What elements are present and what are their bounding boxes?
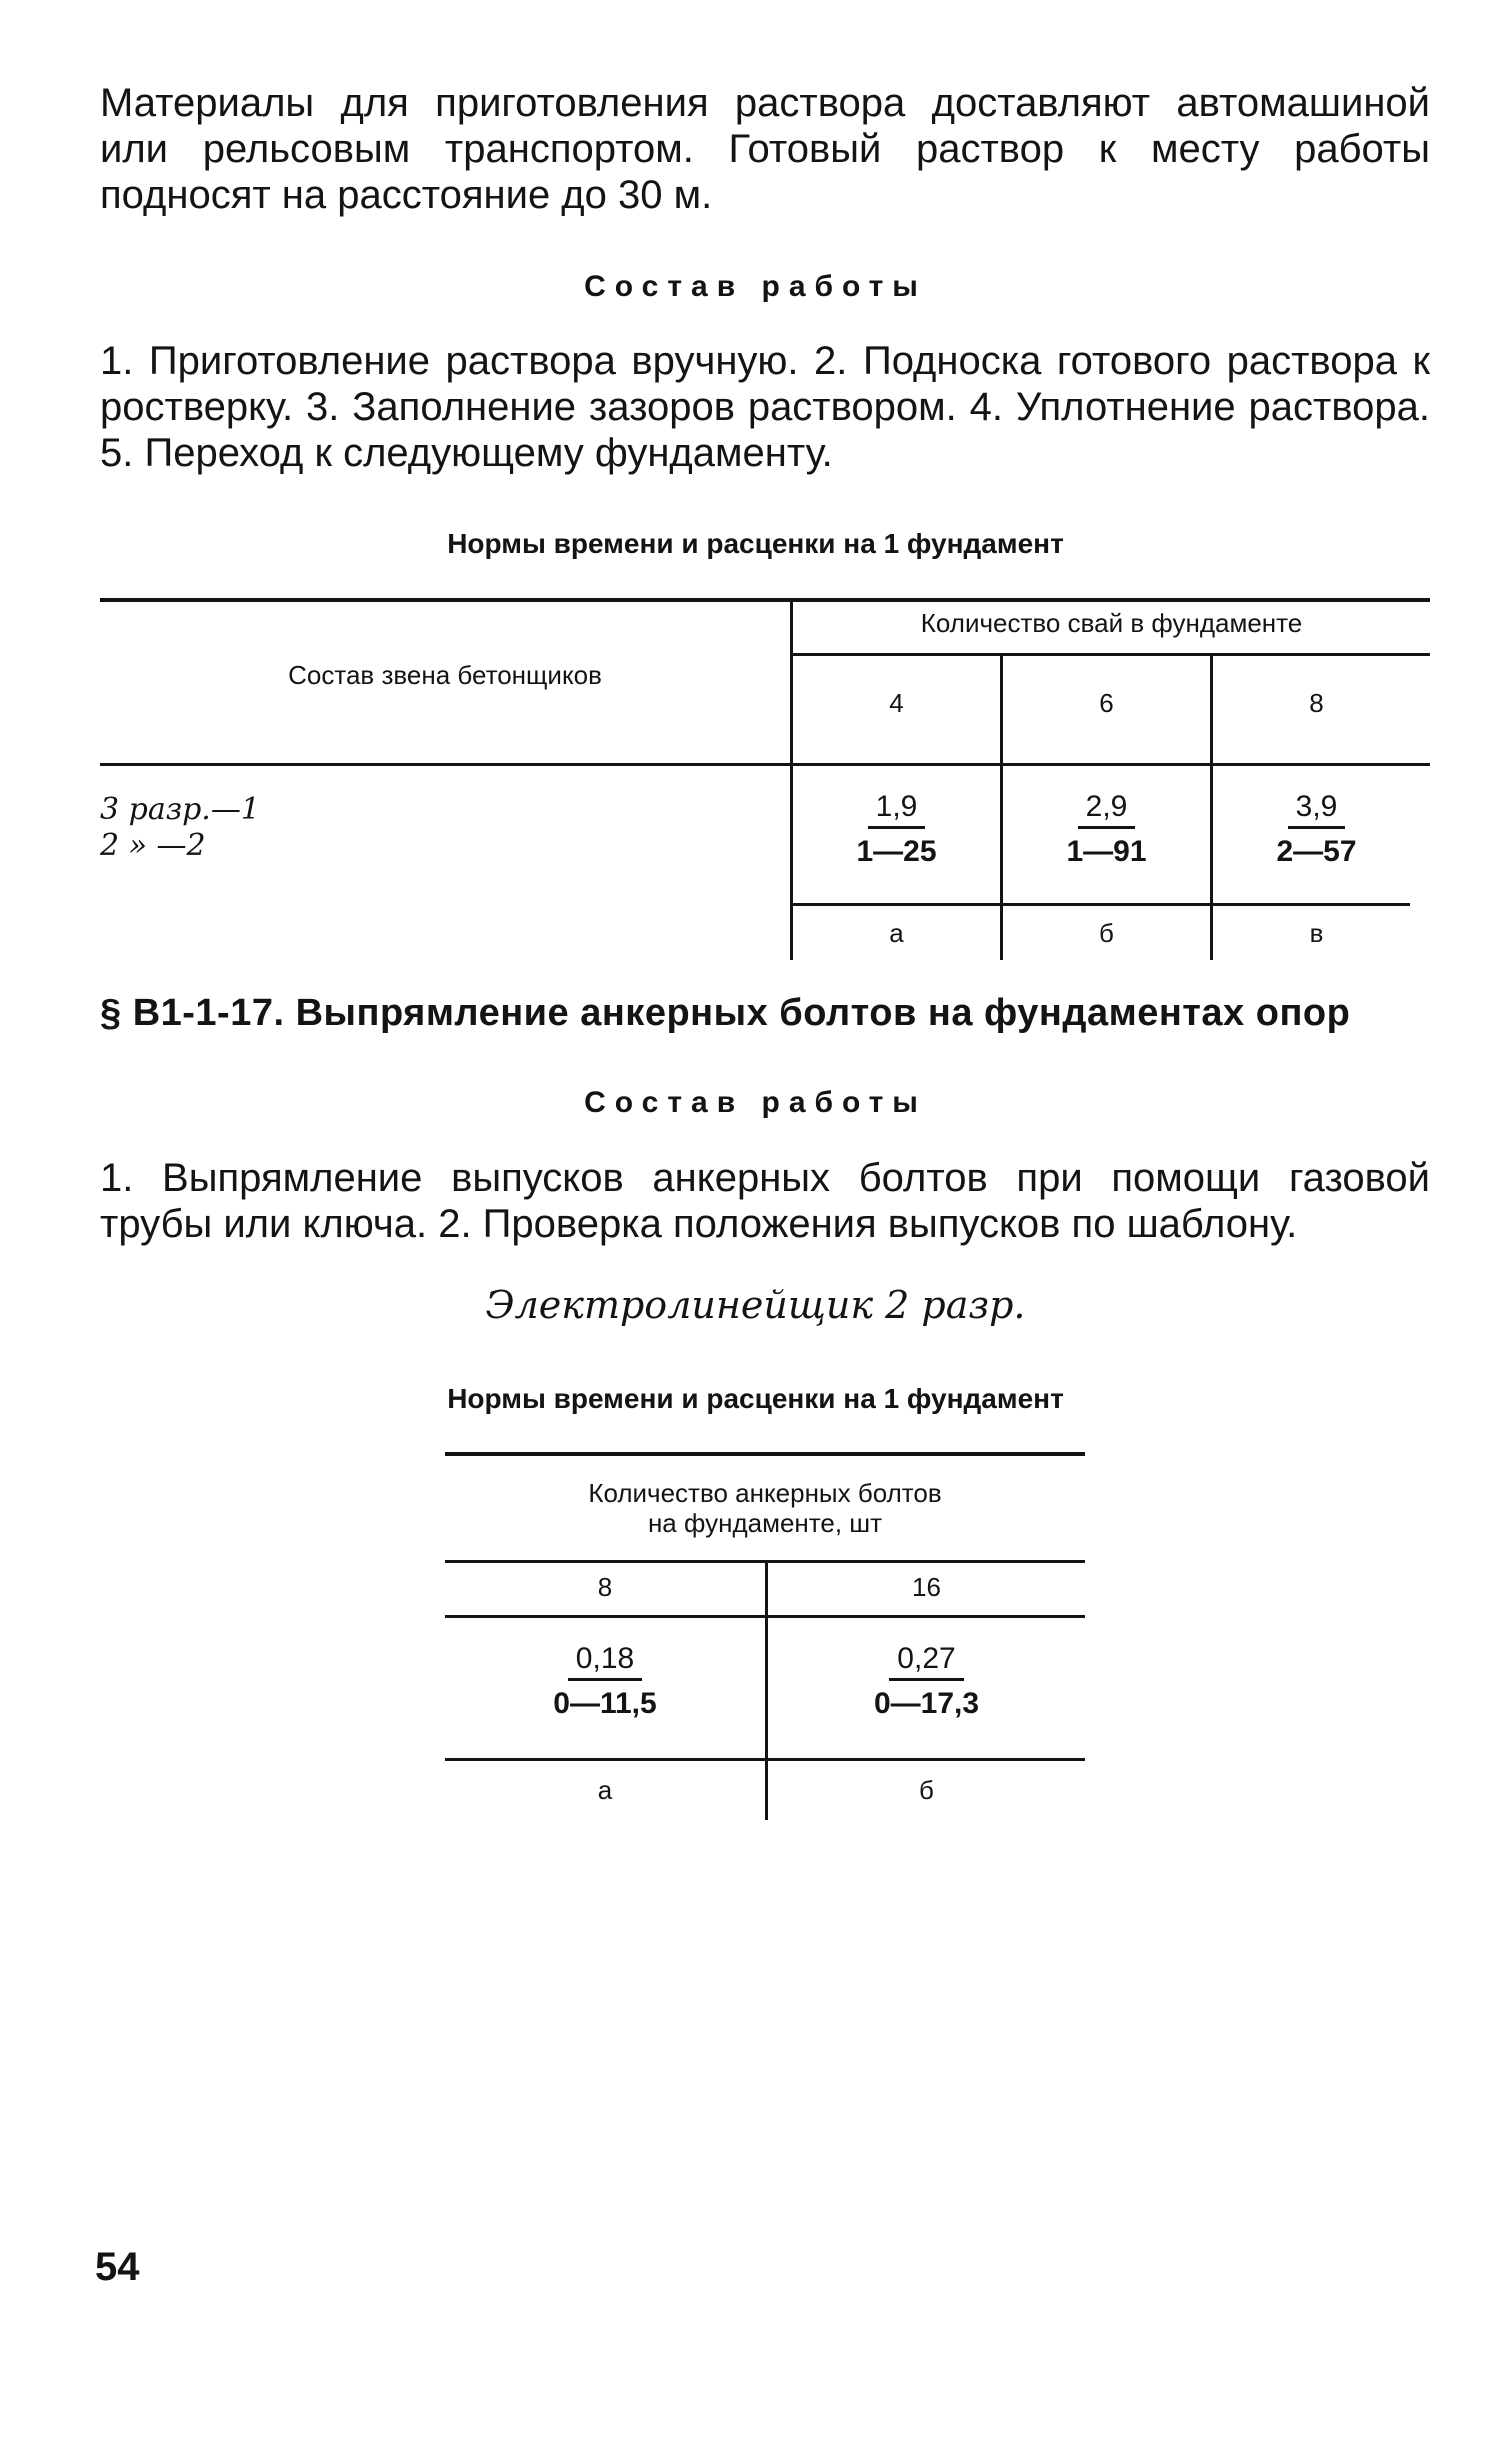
work-composition-text-1: 1. Приготовление раствора вручную. 2. Подноска готового раствора к ростверку. 3. Заполнение зазоров раствором. 4. Уплотнение раствора. 5. Переход к следующему фундаменту. bbox=[100, 339, 1430, 475]
table2-cell-a-rate: 0—11,5 bbox=[553, 1687, 657, 1720]
table2-cell-a-norm: 0,18 bbox=[568, 1642, 642, 1681]
table1-cell-b-rate: 1—91 bbox=[1066, 835, 1147, 868]
worker-qualification: Электролинейщик 2 разр. bbox=[485, 1283, 1026, 1327]
table1-cell-c-norm: 3,9 bbox=[1288, 790, 1346, 829]
table1-cell-a-rate: 1—25 bbox=[856, 835, 937, 868]
table2-col-letter-a: а bbox=[597, 1775, 613, 1805]
table1-cell-a-norm: 1,9 bbox=[868, 790, 926, 829]
table1-caption: Нормы времени и расценки на 1 фундамент bbox=[447, 528, 1064, 559]
table1-row-label-line2: 2 » —2 bbox=[100, 828, 206, 863]
table1-col-letter-b: б bbox=[1099, 918, 1114, 948]
table1-row-label-line1: 3 разр.—1 bbox=[100, 792, 260, 827]
table2-col-letter-b: б bbox=[919, 1775, 934, 1805]
table1-group-header: Количество свай в фундаменте bbox=[920, 608, 1303, 638]
table1-col-header-6: 6 bbox=[1099, 688, 1114, 718]
table1-group-rule bbox=[790, 653, 1430, 656]
table1-header-rule bbox=[100, 763, 1430, 766]
table2-cell-b-norm: 0,27 bbox=[889, 1642, 963, 1681]
table1-cell-a bbox=[793, 790, 1000, 869]
table2-col-header-8: 8 bbox=[597, 1572, 613, 1602]
table1-row-label bbox=[100, 792, 260, 864]
table1-cell-b bbox=[1003, 790, 1210, 869]
table1-col-header-4: 4 bbox=[889, 688, 904, 718]
work-composition-heading-1: Состав работы bbox=[584, 270, 927, 303]
table1-cell-b-norm: 2,9 bbox=[1078, 790, 1136, 829]
table1-cell-c bbox=[1213, 790, 1420, 869]
table2-top-rule bbox=[445, 1452, 1085, 1456]
table1-col-header-8: 8 bbox=[1309, 688, 1324, 718]
table2-caption: Нормы времени и расценки на 1 фундамент bbox=[447, 1383, 1064, 1414]
intro-paragraph: Материалы для приготовления раствора доставляют автомашиной или рельсовым транспортом. Готовый раствор к месту работы подносят на расстояние до 30 м. bbox=[100, 81, 1430, 217]
table2-cell-b-rate: 0—17,3 bbox=[873, 1687, 980, 1720]
table1-cell-c-rate: 2—57 bbox=[1276, 835, 1357, 868]
table1-letter-rule bbox=[790, 903, 1410, 906]
table2-cell-b bbox=[768, 1642, 1085, 1721]
table1-col-letter-c: в bbox=[1309, 918, 1324, 948]
table2-cell-a bbox=[445, 1642, 765, 1721]
page-number: 54 bbox=[95, 2245, 140, 2289]
table2-header-line1: Количество анкерных болтов bbox=[588, 1478, 942, 1508]
table2-header bbox=[445, 1478, 1085, 1538]
table1-row-header: Состав звена бетонщиков bbox=[288, 660, 602, 690]
table2-col-header-16: 16 bbox=[912, 1572, 941, 1602]
table1-top-rule bbox=[100, 598, 1430, 602]
section-title: § В1-1-17. Выпрямление анкерных болтов на фундаментах опор bbox=[100, 992, 1351, 1034]
work-composition-text-2: 1. Выпрямление выпусков анкерных болтов при помощи газовой трубы или ключа. 2. Проверка положения выпусков по шаблону. bbox=[100, 1156, 1430, 1246]
work-composition-heading-2: Состав работы bbox=[584, 1086, 927, 1119]
table1-divider-main bbox=[790, 600, 793, 960]
table2-header-line2: на фундаменте, шт bbox=[647, 1508, 883, 1538]
table1-col-letter-a: а bbox=[889, 918, 904, 948]
